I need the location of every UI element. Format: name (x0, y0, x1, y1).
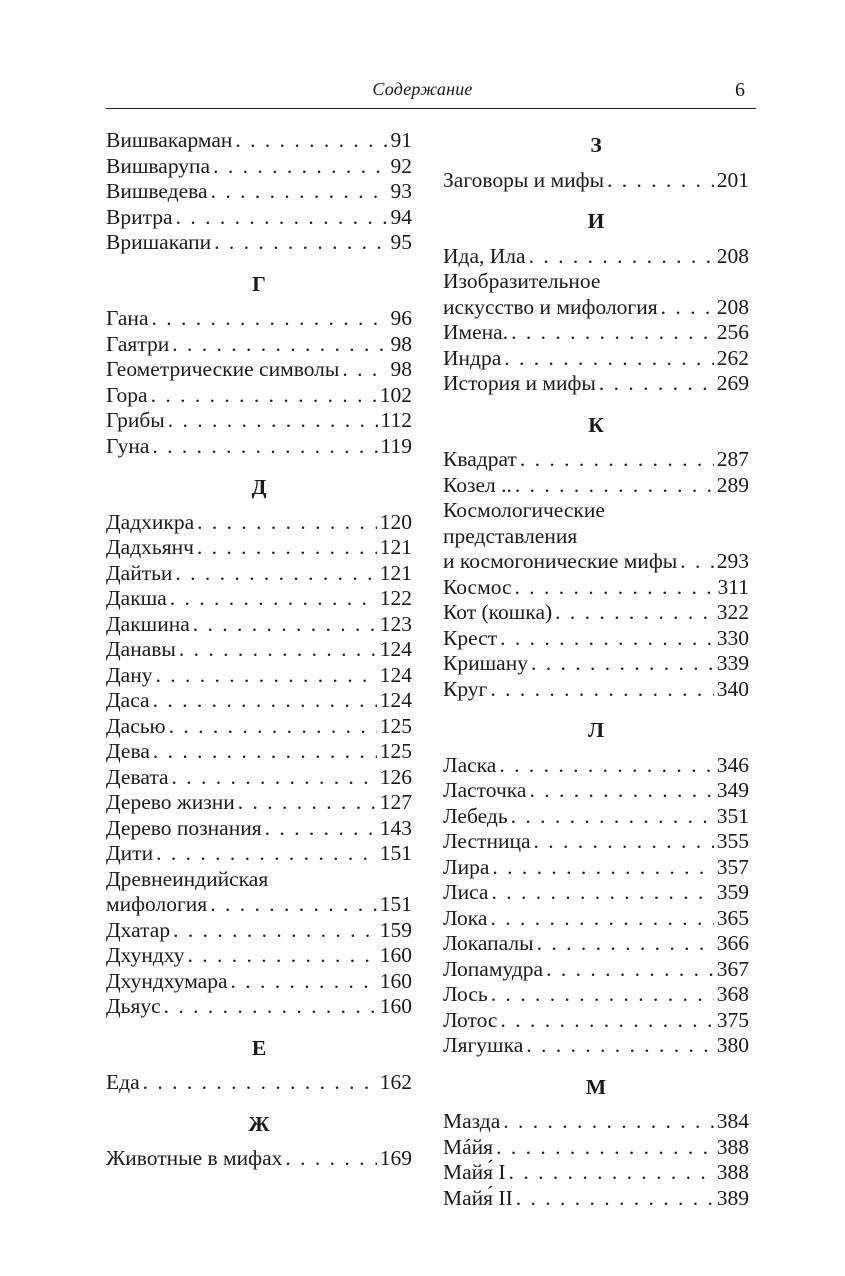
entry-page: 269 (716, 371, 749, 395)
entry-title: Лира (443, 854, 490, 879)
toc-entry[interactable] (443, 575, 749, 601)
entry-title: Вритра (106, 204, 173, 229)
entry-page: 311 (717, 574, 749, 599)
leader-dots (151, 383, 377, 409)
entry-title: Кришану (443, 651, 528, 675)
entry-page: 388 (716, 1134, 749, 1159)
entry-title: Грибы (106, 408, 165, 432)
toc-entry[interactable] (106, 612, 412, 638)
leader-dots (500, 626, 714, 652)
entry-page: 126 (379, 764, 412, 789)
toc-entry[interactable] (443, 804, 749, 830)
toc-entry[interactable] (106, 1070, 412, 1096)
entry-page: 375 (716, 1007, 749, 1032)
entry-page: 208 (716, 243, 749, 268)
entry-page: 102 (379, 382, 412, 407)
toc-entry[interactable] (443, 1135, 749, 1161)
leader-dots (496, 1135, 714, 1161)
leader-dots (515, 575, 715, 601)
leader-dots (176, 205, 388, 231)
entry-page: 91 (390, 128, 412, 152)
toc-entry[interactable] (106, 969, 412, 995)
entry-page: 256 (716, 320, 749, 344)
entry-page: 120 (379, 509, 412, 534)
section-letter: И (587, 209, 605, 233)
leader-dots (526, 1033, 713, 1059)
entry-title: и космогонические мифы (443, 549, 678, 573)
entry-title: Лока (443, 905, 488, 930)
toc-entry[interactable] (106, 790, 412, 816)
entry-page: 160 (379, 943, 412, 967)
leader-dots (490, 906, 713, 932)
entry-title: Лось (443, 982, 488, 1006)
entry-page: 339 (716, 651, 749, 675)
entry-title: Космос (443, 574, 512, 599)
entry-page: 112 (380, 408, 412, 432)
leader-dots (511, 320, 714, 346)
leader-dots (155, 663, 376, 689)
entry-page: 125 (379, 713, 412, 738)
toc-entry[interactable] (106, 383, 412, 409)
leader-dots (172, 765, 377, 791)
entry-title: Дерево познания (106, 815, 262, 840)
entry-page: 151 (379, 892, 412, 916)
toc-entry[interactable] (443, 982, 749, 1008)
entry-title: Гуна (106, 433, 150, 458)
toc-entry[interactable] (106, 765, 412, 791)
leader-dots (230, 969, 376, 995)
entry-page: 289 (716, 472, 749, 497)
entry-title: Вишведева (106, 179, 208, 203)
entry-page: 349 (716, 778, 749, 802)
entry-page: 119 (380, 433, 412, 458)
toc-entry[interactable] (443, 957, 749, 983)
leader-dots (529, 778, 713, 804)
leader-dots (169, 714, 377, 740)
leader-dots (235, 128, 387, 154)
leader-dots (499, 753, 713, 779)
toc-entry[interactable] (106, 535, 412, 561)
entry-page: 98 (390, 331, 412, 356)
toc-entry[interactable] (106, 994, 412, 1020)
toc-entry[interactable] (106, 739, 412, 765)
section-letter: Ж (248, 1111, 270, 1136)
entry-page: 340 (716, 676, 749, 701)
entry-title: Козел .. (443, 472, 512, 497)
entry-title: Геометрические символы (106, 357, 340, 381)
toc-entry[interactable] (443, 371, 749, 397)
toc-entry[interactable] (106, 841, 412, 867)
entry-title: Дадхикра (106, 509, 195, 534)
entry-page: 359 (716, 880, 749, 904)
entry-page: 94 (390, 204, 412, 229)
entry-title: Заговоры и мифы (443, 167, 605, 192)
entry-title: Девата (106, 764, 169, 789)
entry-page: 293 (716, 549, 749, 573)
leader-dots (179, 637, 377, 663)
toc-entry[interactable] (106, 816, 412, 842)
entry-title: Дасью (106, 713, 166, 738)
toc-entry[interactable] (106, 892, 412, 918)
entry-page: 125 (379, 739, 412, 763)
toc-entry[interactable] (443, 1186, 749, 1212)
entry-title: Дайтьи (106, 560, 173, 585)
entry-page: 330 (716, 625, 749, 650)
entry-page: 151 (379, 841, 412, 865)
toc-entry[interactable] (106, 714, 412, 740)
entry-title: Даса (106, 688, 150, 712)
leader-dots (170, 586, 377, 612)
toc-entry[interactable] (443, 906, 749, 932)
entry-page: 388 (716, 1160, 749, 1184)
entry-page: 123 (379, 611, 412, 636)
leader-dots (504, 346, 713, 372)
entry-title: Дьяус (106, 994, 161, 1018)
entry-page: 208 (716, 294, 749, 319)
toc-entry[interactable] (443, 829, 749, 855)
leader-dots (238, 790, 377, 816)
entry-page: 124 (379, 662, 412, 687)
entry-page: 380 (716, 1033, 749, 1057)
entry-title: Дева (106, 739, 150, 763)
leader-dots (680, 549, 713, 575)
entry-page: 355 (716, 829, 749, 853)
entry-title: Вишвакарман (106, 128, 233, 152)
toc-entry[interactable] (443, 1033, 749, 1059)
entry-page: 124 (379, 637, 412, 661)
leader-dots (520, 447, 714, 473)
section-letter: З (590, 133, 602, 157)
leader-dots (491, 880, 713, 906)
entry-title: Имена. (443, 320, 509, 344)
leader-dots (516, 1186, 714, 1212)
entry-title: Майя́ II (443, 1185, 513, 1210)
toc-entry[interactable] (106, 1146, 412, 1172)
entry-page: 287 (716, 447, 749, 471)
toc-entry[interactable] (443, 1008, 749, 1034)
entry-page: 93 (390, 179, 412, 203)
leader-dots (211, 179, 388, 205)
section-letter: М (585, 1074, 607, 1099)
toc-entry[interactable] (443, 600, 749, 626)
entry-page: 366 (716, 931, 749, 955)
entry-title: Мáйя (443, 1134, 494, 1159)
leader-dots (197, 535, 377, 561)
entry-page: 201 (716, 167, 749, 192)
toc-entry[interactable] (106, 408, 412, 434)
leader-dots (172, 332, 387, 358)
entry-page: 124 (379, 688, 412, 712)
entry-title-line[interactable]: Древнеиндийская (106, 866, 269, 891)
toc-entry[interactable] (106, 510, 412, 536)
entry-title-line[interactable]: Космологические (443, 498, 605, 522)
toc-entry[interactable] (443, 244, 749, 270)
leader-dots (285, 1146, 376, 1172)
toc-entry[interactable] (443, 549, 749, 575)
leader-dots (143, 1070, 377, 1096)
leader-dots (152, 434, 377, 460)
entry-page: 121 (379, 560, 412, 585)
toc-entry[interactable] (443, 1109, 749, 1135)
leader-dots (175, 561, 376, 587)
entry-page: 169 (379, 1146, 412, 1170)
entry-title: Гана (106, 306, 149, 330)
toc-entry[interactable] (106, 128, 412, 154)
leader-dots (265, 816, 377, 842)
toc-entry[interactable] (106, 332, 412, 358)
leader-dots (500, 1008, 713, 1034)
toc-entry[interactable] (443, 626, 749, 652)
toc-entry[interactable] (106, 561, 412, 587)
leader-dots (490, 677, 713, 703)
toc-entry[interactable] (106, 230, 412, 256)
section-letter: К (588, 412, 604, 437)
entry-title: Ласточка (443, 778, 527, 802)
entry-title: искусство и мифология (443, 294, 658, 319)
toc-entry[interactable] (443, 855, 749, 881)
entry-title: Дакша (106, 586, 167, 610)
leader-dots (531, 651, 714, 677)
entry-title: Лотос (443, 1007, 498, 1032)
entry-title-line[interactable]: представления (443, 523, 578, 548)
toc-entry[interactable] (106, 943, 412, 969)
page-number: 6 (735, 79, 745, 101)
toc-entry[interactable] (443, 677, 749, 703)
leader-dots (515, 473, 714, 499)
entry-page: 121 (379, 535, 412, 559)
entry-title: Дакшина (106, 611, 190, 636)
entry-title: Лестница (443, 829, 531, 853)
leader-dots (537, 931, 714, 957)
entry-page: 92 (390, 153, 412, 178)
toc-entry[interactable] (443, 1160, 749, 1186)
entry-title: Гаятри (106, 331, 170, 356)
entry-title: Майя́ I (443, 1160, 506, 1184)
toc-entry[interactable] (443, 295, 749, 321)
leader-dots (164, 994, 377, 1020)
entry-page: 160 (379, 994, 412, 1018)
leader-dots (509, 1160, 714, 1186)
section-letter: Д (251, 475, 267, 499)
entry-title: Ида, Ила (443, 243, 526, 268)
toc-column-left (106, 128, 412, 1172)
entry-title: Лопамудра (443, 956, 544, 981)
entry-page: 95 (390, 230, 412, 254)
leader-dots (492, 855, 713, 881)
toc-entry[interactable] (443, 447, 749, 473)
toc-entry[interactable] (106, 205, 412, 231)
toc-column-right (443, 128, 749, 1211)
leader-dots (555, 600, 714, 626)
entry-title: Дхундху (106, 943, 185, 967)
entry-page: 96 (390, 306, 412, 330)
entry-title: Дадхьянч (106, 535, 194, 559)
toc-entry[interactable] (443, 880, 749, 906)
leader-dots (210, 892, 377, 918)
entry-title: Вришакапи (106, 230, 212, 254)
entry-title: Ласка (443, 752, 497, 777)
entry-page: 127 (379, 790, 412, 814)
leader-dots (153, 688, 377, 714)
leader-dots (607, 168, 714, 194)
toc-entry[interactable] (443, 753, 749, 779)
leader-dots (213, 154, 387, 180)
entry-page: 159 (379, 917, 412, 942)
entry-page: 346 (716, 752, 749, 777)
entry-title: Кот (кошка) (443, 600, 553, 624)
entry-title: Индра (443, 345, 502, 370)
toc-entry[interactable] (443, 931, 749, 957)
entry-title: Дерево жизни (106, 790, 235, 814)
leader-dots (511, 804, 714, 830)
entry-title: Данавы (106, 637, 176, 661)
toc-entry[interactable] (106, 357, 412, 383)
leader-dots (173, 918, 377, 944)
leader-dots (491, 982, 714, 1008)
toc-entry[interactable] (106, 688, 412, 714)
entry-page: 365 (716, 905, 749, 930)
toc-entry[interactable] (443, 320, 749, 346)
leader-dots (546, 957, 714, 983)
entry-page: 160 (379, 968, 412, 993)
entry-page: 262 (716, 345, 749, 370)
leader-dots (153, 739, 377, 765)
leader-dots (187, 943, 376, 969)
entry-title: Лиса (443, 880, 489, 904)
leader-dots (193, 612, 377, 638)
leader-dots (168, 408, 378, 434)
leader-dots (534, 829, 714, 855)
leader-dots (197, 510, 377, 536)
leader-dots (342, 357, 387, 383)
toc-entry[interactable] (106, 918, 412, 944)
leader-dots (661, 295, 714, 321)
toc-entry[interactable] (443, 346, 749, 372)
entry-page: 351 (716, 803, 749, 828)
toc-entry[interactable] (106, 434, 412, 460)
toc-entry[interactable] (106, 306, 412, 332)
leader-dots (529, 244, 714, 270)
entry-title: Лебедь (443, 803, 508, 828)
entry-page: 162 (379, 1070, 412, 1094)
entry-page: 389 (716, 1185, 749, 1210)
toc-entry[interactable] (443, 473, 749, 499)
entry-title: Дану (106, 662, 153, 687)
toc-entry[interactable] (443, 651, 749, 677)
toc-entry[interactable] (443, 778, 749, 804)
leader-dots (156, 841, 377, 867)
entry-page: 322 (716, 600, 749, 624)
entry-title: Локапалы (443, 931, 534, 955)
toc-entry[interactable] (106, 663, 412, 689)
entry-page: 122 (379, 586, 412, 610)
entry-title: Мазда (443, 1109, 501, 1133)
toc-entry[interactable] (443, 168, 749, 194)
entry-page: 98 (390, 357, 412, 381)
entry-title: Дхатар (106, 917, 171, 942)
entry-page: 357 (716, 854, 749, 879)
leader-dots (152, 306, 388, 332)
section-letter: Г (252, 271, 266, 296)
entry-title: История и мифы (443, 371, 596, 395)
entry-title: Квадрат (443, 447, 517, 471)
section-letter: Е (251, 1035, 267, 1060)
running-header-title: Содержание (372, 79, 473, 99)
toc-entry[interactable] (106, 154, 412, 180)
entry-title: Круг (443, 676, 488, 701)
entry-title: мифология (106, 892, 208, 916)
leader-dots (599, 371, 714, 397)
entry-title: Животные в мифах (106, 1146, 283, 1170)
entry-title: Лягушка (443, 1033, 524, 1057)
entry-title: Гора (106, 382, 148, 407)
leader-dots (503, 1109, 714, 1135)
entry-title: Еда (106, 1070, 140, 1094)
header-rule (106, 108, 756, 109)
entry-title: Вишварупа (106, 153, 211, 178)
toc-entry[interactable] (106, 586, 412, 612)
entry-page: 367 (716, 956, 749, 981)
toc-entry[interactable] (106, 637, 412, 663)
toc-entry[interactable] (106, 179, 412, 205)
entry-title-line[interactable]: Изобразительное (443, 269, 601, 293)
entry-page: 143 (379, 815, 412, 840)
entry-page: 368 (716, 982, 749, 1006)
leader-dots (214, 230, 387, 256)
entry-title: Дхундхумара (106, 968, 228, 993)
entry-page: 384 (716, 1109, 749, 1133)
entry-title: Крест (443, 625, 498, 650)
entry-title: Дити (106, 841, 154, 865)
section-letter: Л (587, 718, 605, 742)
